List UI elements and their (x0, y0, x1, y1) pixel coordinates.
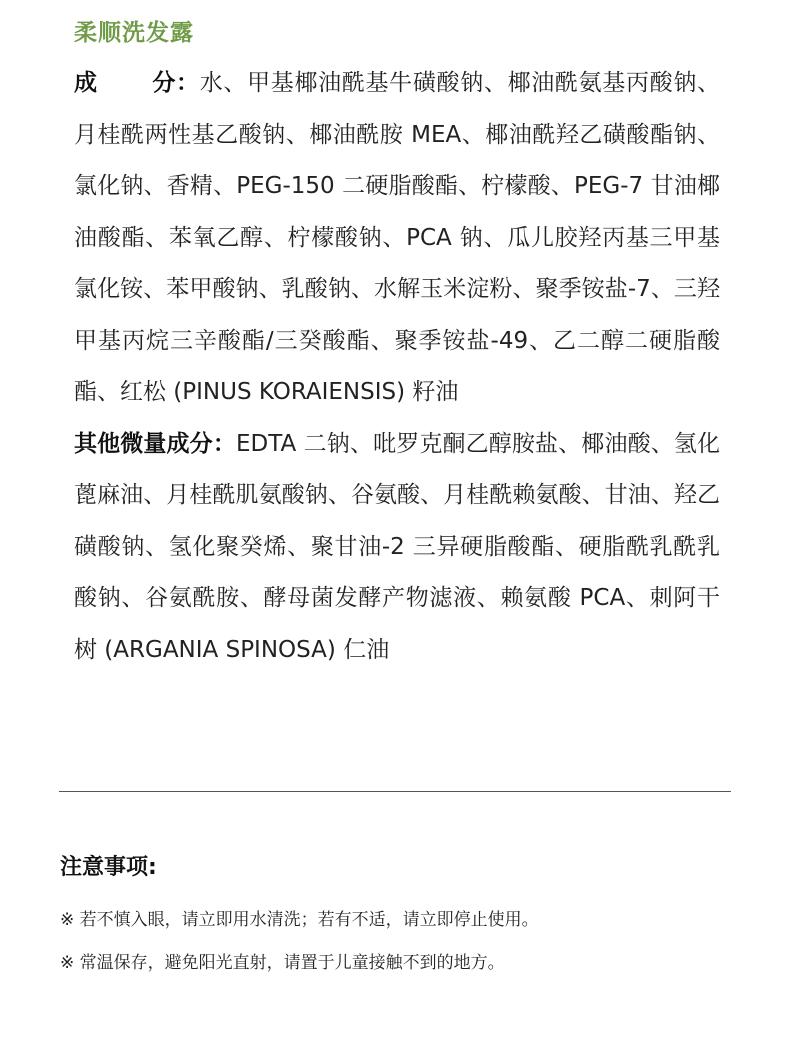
notes-title: 注意事项: (60, 855, 157, 880)
product-title: 柔顺洗发露 (74, 20, 194, 46)
note-item-eye-contact: ※ 若不慎入眼，请立即用水清洗；若有不适，请立即停止使用。 (60, 910, 539, 930)
other-ingredients-label: 其他微量成分： (74, 430, 236, 457)
section-divider (59, 791, 731, 792)
ingredients-label-second: 分： (151, 70, 200, 96)
other-ingredients-paragraph (74, 419, 720, 677)
ingredients-paragraph (74, 58, 720, 419)
ingredients-text: 水、甲基椰油酰基牛磺酸钠、椰油酰氨基丙酸钠、月桂酰两性基乙酸钠、椰油酰胺 MEA、椰油酰羟乙磺酸酯钠、氯化钠、香精、PEG-150 二硬脂酸酯、柠檬酸、PEG-7 甘油椰油酸酯、苯氧乙醇、柠檬酸钠、PCA 钠、瓜儿胶羟丙基三甲基氯化铵、苯甲酸钠、乳酸钠、水解玉米淀粉、聚季铵盐-7、三羟甲基丙烷三辛酸酯/三癸酸酯、聚季铵盐-49、乙二醇二硬脂酸酯、红松 (PINUS KORAIENSIS) 籽油 (74, 70, 721, 405)
ingredients-label-first: 成 (74, 70, 98, 96)
ingredients-label (74, 70, 200, 96)
other-ingredients-text: EDTA 二钠、吡罗克酮乙醇胺盐、椰油酸、氢化蓖麻油、月桂酰肌氨酸钠、谷氨酸、月桂酰赖氨酸、甘油、羟乙磺酸钠、氢化聚癸烯、聚甘油-2 三异硬脂酸酯、硬脂酰乳酰乳酸钠、谷氨酰胺、酵母菌发酵产物滤液、赖氨酸 PCA、刺阿干树 (ARGANIA SPINOSA) 仁油 (74, 430, 720, 663)
ingredients-section (74, 58, 720, 676)
note-item-storage: ※ 常温保存，避免阳光直射，请置于儿童接触不到的地方。 (60, 953, 505, 973)
